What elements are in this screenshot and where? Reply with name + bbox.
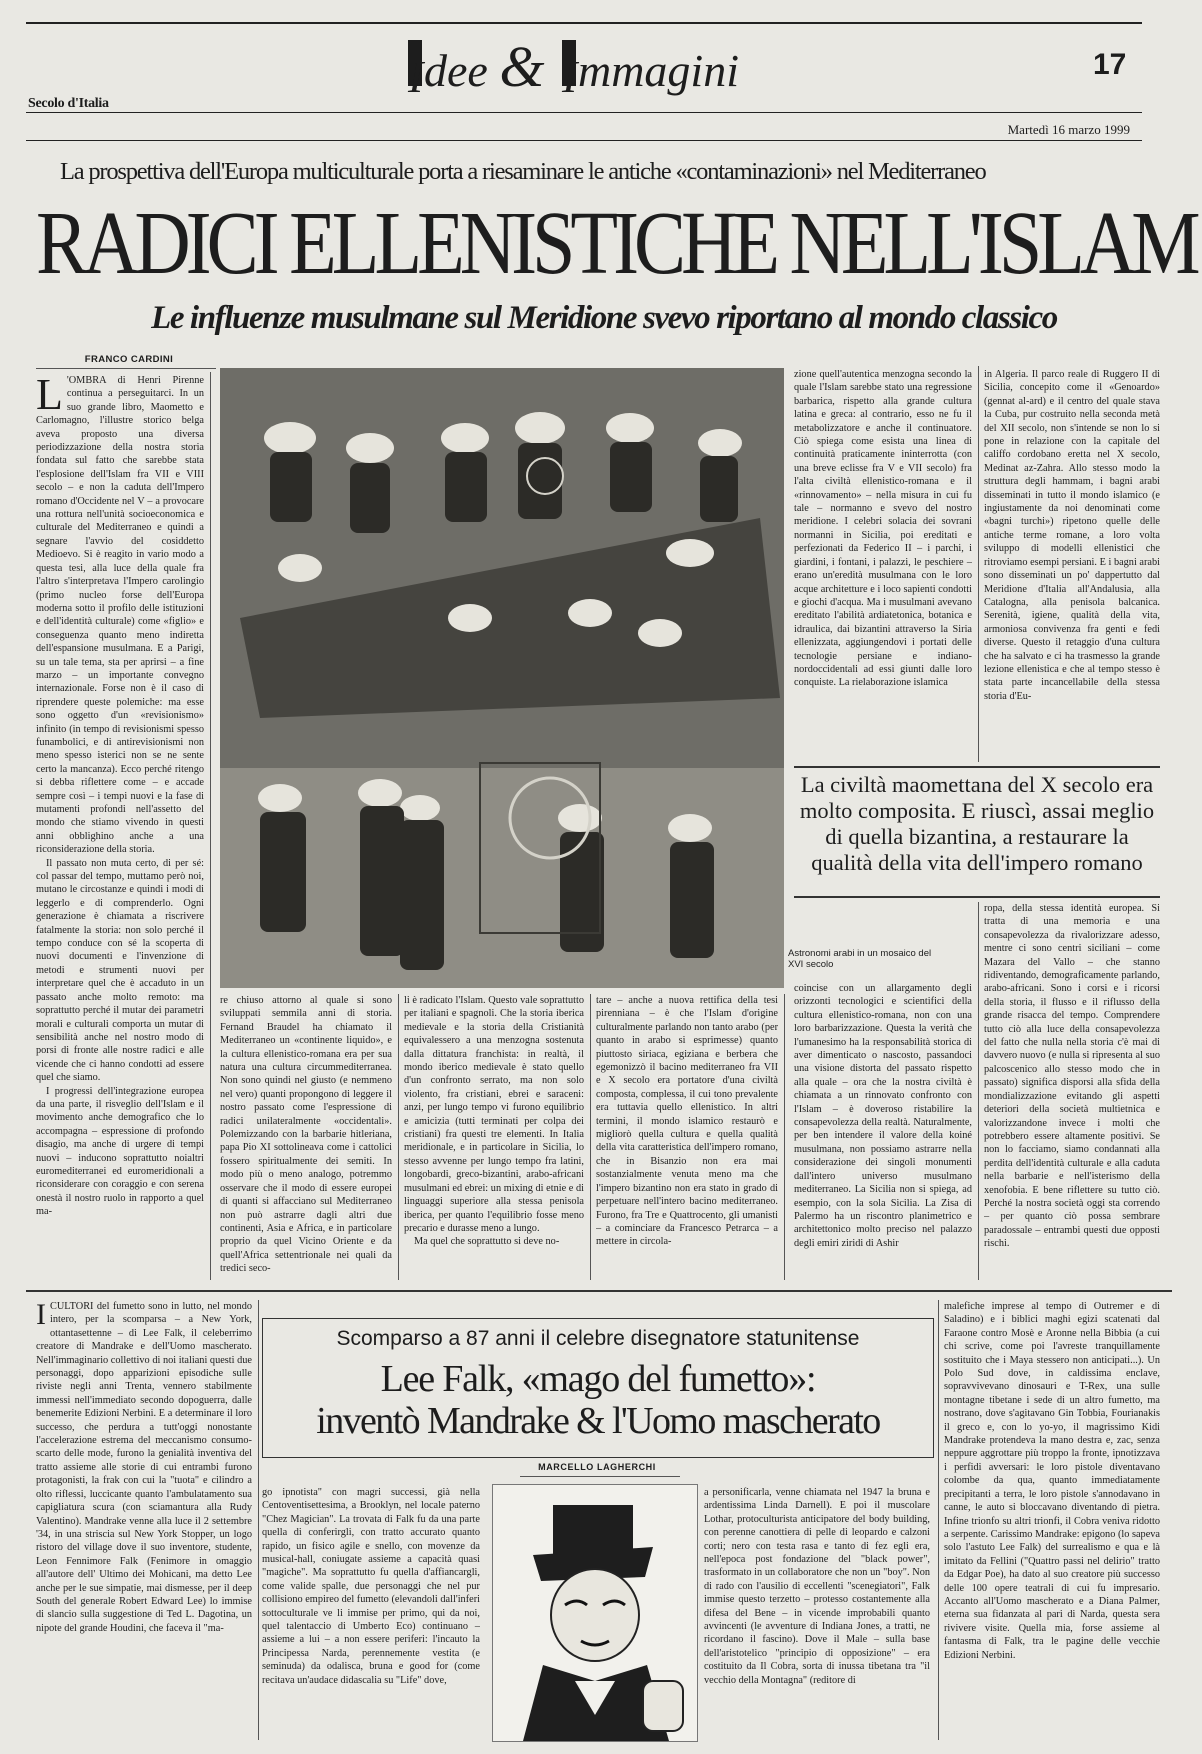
section-title-block-letter-2: I — [562, 40, 576, 86]
falk-col2-text: go ipnotista" con magri successi, già nella Centoventisettesima, a Brooklyn, nel locale paterno "Chez Magician". La trovata di Falk fu da una parte quella di conferirgli, con tratto accurato quanto rapido, un fisico agile e snello, con movenze da musical-hall, coniugate assieme a capacità quasi "magiche". Ma soprattutto fu quella d'affiancargli, come valide spalle, due personaggi che nel pur collisiono empireo del fumetto (elevandoli dall'inferi sottoculturale ve li immise per primo, qui da noi, quel talentaccio di Umberto Eco) continuano – assieme a lui – a non essere periferi: l'incauto la Principessa Narda, perennemente vestita (e seminuda) da odalisca, bruna e good for (come recitava un'audace didascalia su "Life" dove, — [262, 1487, 480, 1686]
col-divider-5 — [784, 994, 785, 1280]
main-column-5-top — [984, 368, 1160, 762]
col-divider-3 — [590, 994, 591, 1280]
main-column-3 — [404, 994, 584, 1280]
date-rule — [26, 140, 1142, 141]
falk-column-1 — [36, 1300, 252, 1740]
main-col5-bottom-text: coincise con un allargamento degli orizzonti tecnologici e scientifici della cultura ellenistico-romana, non con una loro barbarizzazione. Questa la verità che l'umanesimo ha la responsabilità storica di aver dimenticato o nascosto, passandoci una visione distorta del passato rispetto alla quale – ora che la nostra civiltà è chiamata a un rinnovato confronto con l'Islam – è doveroso ristabilire la consapevolezza della realtà. Naturalmente, per ben intendere il valore della koiné musulmana, non possiamo astrarre nella considerazione dei singoli monumenti dall'intero universo musulmano mediterraneo. La Sicilia non si spiega, ad esempio, con la sola Sicilia. La Zisa di Palermo ha un riscontro planimetrico e architettonico molto preciso nel palazzo degli emiri ziridi di Ashir — [794, 983, 972, 1249]
main-byline: FRANCO CARDINI — [84, 354, 174, 365]
main-col1-p2: Il passato non muta certo, di per sé: col passar del tempo, muttamo però noi, mutano le circostanze e quindi i modi di leggerlo e di comprenderlo. Ogni generazione è chiamata a riscrivere fatalmente la storia: non solo perché il tempo conduce con sé la scoperta di nuovi documenti e l'invenzione di metodi e strumenti nuovi per interpretare quel che è accaduto in un passato anche molto remoto: ma soprattutto perché il mutar dei parametri morali e culturali comporta un mutar di sensibilità anche nel nostro modo di porsi di fronte alle nostre radici e alle vicende che ci hanno condotti ad essere quel che siamo. — [36, 857, 204, 1084]
main-dropcap: L — [36, 374, 63, 419]
falk-col3-text: a personificarla, venne chiamata nel 1947 la bruna e ardentissima Linda Darnell). E poi il muscolare Lothar, protoculturista anticipatore del body building, con perenne canottiera di pelle di leopardo e calzoni corti; nero con testa rasa e tanto di fez egli era, nell'epoca post fondazione del "black power", trasformato in un collaboratore che non un "boy". Non di rado con l'ausilio di eccellenti "scenegiatori", Falk immise questo terzetto – protesso costantemente alla difesa del Bene – in vicende improbabili quanto avvincenti (le avventure di Indiana Jones, a tratti, ne ricordano il fascino). Dove il Male – sulla base dell'aristotelico "principio di opposizione" – era costituito da Il Cobra, sorta di inussa tibetana tra "il vecchio della Montagna" (reditore di — [704, 1487, 930, 1686]
main-col4-top-text: zione quell'autentica menzogna secondo la quale l'Islam sarebbe stato una regressione barbarica, rispetto alla grande cultura latina e greca: al contrario, esso ne fu il metabolizzatore e anche il continuatore. Ciò spiega come esista una linea di continuità praticamente ininterrotta (con una breve eclisse fra V e VII secolo) fra l'alta civiltà ellenistico-romana e il «rinnovamento» – nella misura in cui fu tale – normanno e svevo del nostro meridione. I celebri solacia dei sovrani normanni in Sicilia, poi ereditati e perfezionati da Federico II – i parchi, i giardini, i fontani, i palazzi, le peschiere – erano un'eredità musulmana con le loro acque architetture e i loco sapienti condotti e giochi d'acqua. Ma i musulmani avevano ereditato l'abilità ardiatetonica, botanica e idraulica, dai bizantini attraverso la Siria ellenizzata, aggiungendovi i portati delle tecnologie persiane e indiano-nordoccidentali ad essi giunti dalle loro conquiste. La rielaborazione islamica — [794, 369, 972, 689]
falk-title-box — [262, 1318, 934, 1458]
falk-byline-rule — [520, 1476, 680, 1477]
falk-col1-text: CULTORI del fumetto sono in lutto, nel mondo intero, per la scomparsa – a New York, ottantasettenne – di Lee Falk, il celeberrimo creatore di Mandrake e dell'Uomo mascherato. Nell'immaginario collettivo di noi italiani questi due personaggi, dopo apparizioni episodiche sulle riviste negli anni Trenta, vennero stabilmente immessi nell'immediato secondo dopoguerra, dalle benemerite Edizioni Nerbini. E a determinare il loro successo, che perdura a tutt'oggi nonostante l'accelerazione estrema del meccanismo consumo-scarto delle mode, furono la genialità inventiva del tratto assieme alle storie di cui entrambi furono protagonisti, la frak con cui la "tuota" e cilindro a olto riflessi, luccicante quanto l'ambulatamento sua capigliatura scura (con sciamantura alla Rudy Valentino). Mandrake venne alla luce il 2 settembre '34, in una striscia sul New York Stopper, un logo ristoro del village dove il suo inventore, studente, Leon Fennimore Falk (Fenimore in omaggio all'autore dell' Ultimo dei Mohicani, ma detto Lee anche per le sue simpatie, mai dismesse, per il deep South del generale Robert Edward Lee) lo immise di slancio sulla suggestione di Ted L. Dagotina, un nipote del grande Houdini, che faceva il "ma- — [36, 1301, 252, 1634]
main-col1-p3: I progressi dell'integrazione europea da una parte, il risveglio dell'Islam e il movimento anche demografico che lo accompagna – espressione di profondo disagio, ma anche di urgere di tempi nuovi – inducono soprattutto noialtri euromediterranei ed euromeridionali a riconsiderare con coraggio e con serena onestà il nostro ruolo in rapporto a quel ma- — [36, 1085, 204, 1218]
main-column-2 — [220, 994, 392, 1280]
byline-rule — [36, 368, 216, 369]
mandrake-illustration — [492, 1484, 698, 1742]
issue-date: Martedì 16 marzo 1999 — [1007, 122, 1130, 137]
falk-column-3 — [704, 1486, 930, 1740]
section-title-ampersand: & — [499, 34, 545, 99]
pull-quote: La civiltà maomettana del X secolo era molto composita. E riuscì, assai meglio di quella bizantina, a restaurare la qualità della vita dell'impero romano — [799, 772, 1155, 875]
falk-col-divider-1 — [258, 1300, 259, 1740]
pull-quote-bottom-rule — [794, 896, 1160, 898]
main-subheadline: Le influenze musulmane sul Meridione svevo riportano al mondo classico — [151, 300, 1057, 336]
paper-name: Secolo d'Italia — [28, 96, 109, 111]
page-number: 17 — [1093, 48, 1127, 81]
falk-dropcap: I — [36, 1300, 46, 1331]
col-divider-4 — [978, 366, 979, 762]
main-column-1 — [36, 374, 204, 1280]
photo-caption: Astronomi arabi in un mosaico del XVI secolo — [788, 948, 932, 970]
falk-column-2 — [262, 1486, 480, 1740]
falk-kicker: Scomparso a 87 anni il celebre disegnatore statunitense — [336, 1327, 860, 1350]
section-title — [408, 30, 828, 104]
main-kicker: La prospettiva dell'Europa multiculturale porta a riesaminare le antiche «contaminazioni» nel Mediterraneo — [60, 158, 986, 185]
main-col1-p1: 'OMBRA di Henri Pirenne continua a perseguitarci. In un suo grande libro, Maometto e Carlomagno, l'illustre storico belga aveva proposto una diversa periodizzazione della nostra storia fondata sul fatto che sarebbe stata l'esplosione dell'Islam fra VII e VIII secolo – e non la caduta dell'Impero romano d'Occidente nel V – a provocare una rottura nell'unità socioeconomica e culturale del Mediterraneo e quindi a segnare l'avvio del cosiddetto Medioevo. Si è reagito in vario modo a questa tesi, alla luce della quale fra l'altro s'interpretava l'Impero carolingio (primo nucleo forse dell'Europa moderna sotto il profilo delle istituzioni e dell'identità culturale) come «figlio» e conseguenza quanto meno indiretta dell'espansione musulmana. E a Parigi, su un tale tema, sta per aprirsi – a fine marzo – un importante convegno internazionale. Forse non è il caso di riprendere queste polemiche: ma esse sono oggetto d'un «revisionismo» infinito (in tempo di revisionismi spesso funambolici, e di antirevisionismi non meno spesso isterici non se ne sente certo la mancanza). Ecco perché ritengo si debba riflettere come – e accade sempre così – i tempi nuovi e la fase di mutamenti profondi nell'assetto del mondo che stiamo vivendo in questi anni obblighino anche a una riconsiderazione della storia. — [36, 375, 204, 856]
falk-byline: MARCELLO LAGHERCHI — [538, 1462, 656, 1472]
main-column-6-bottom — [984, 902, 1160, 1280]
main-column-4-bottom — [596, 994, 778, 1280]
main-column-4-top — [794, 368, 972, 762]
col-divider-2 — [398, 994, 399, 1280]
falk-col4-text: malefiche imprese al tempo di Outremer e di Saladino) e i biblici maghi egizi scatenati dal Faraone contro Mosè e Aronne nella Bibbia (a cui chi scrive, come poi l'avreste tranquillamente sostituito che i Maya stessero non anticipati...). Un Polo Sud dove, in caldissima enclave, sopravvivevano dinosauri e T-Rex, una sulle montagne tibetane i sede di un altro fumetto, ma nostrano, dove s'agitavano Gin Tobbia, Fourianakis il greco e, con lo yo-yo, il magrissimo Kidi Mandrake protendeva la mano destra e, zac, senza neppure aggrottare più troppo la fronte, ipnotizzava i perfidi avversari: le loro pistole diventavano colombe da qua, quanto immediatamente precipitanti a terra, le loro pistole s'annodavano in canne, le auto si bloccavano diventando di pietra. Infine trionfo su altri trionfi, il Cobra veniva ridotto a serpente. Carissimo Mandrake: epigono (lo sapeva solo l'astuto Lee Falk) del surrealismo e qua e là imitato da Fellini ("Quattro passi nel delirio" tratto da Edgar Poe), ha dato al suo creatore più successo delle 100 opere teatrali di cui fu impresario. Accanto all'Uomo mascherato e a Diana Palmer, eterna sua fidanzata al pari di Narda, questa sera rivivere visite. Quella mia, forse assieme al fantasma di Falk, tra le pagine delle vecchie Edizioni Nerbini. — [944, 1301, 1160, 1661]
section-title-word-1: dee — [424, 45, 500, 96]
mosaic-illustration — [220, 368, 784, 988]
mandrake-drawing — [493, 1485, 697, 1741]
falk-headline-line-1: Lee Falk, «mago del fumetto»: — [380, 1358, 816, 1400]
main-col4-bottom-text: tare – anche a nuova rettifica della tesi pirenniana – è che l'Islam d'origine culturalmente parlando non tanto arabo (per quanto in arabo si esprimesse) quanto piuttosto siriaca, egiziana e berbera che egemonizzò il bacino mediterraneo fra VII e X secolo era portatore d'una civiltà composta, complessa, il cui tono prevalente era tuttavia quello ellenistico. In altri termini, il mondo islamico restaurò e migliorò quella cultura e quella qualità della vita caratteristica dell'impero romano, che in Bisanzio non era mai sostanzialmente venuta meno ma che l'impero bizantino non era stato in grado di perpetuare nell'intero bacino mediterraneo. Furono, fra Tre e Quattrocento, gli umanisti – a cominciare da Francesco Petrarca – a mettere in circola- — [596, 995, 778, 1248]
section-title-word-2: mmagini — [577, 45, 739, 96]
pull-quote-top-rule — [794, 766, 1160, 768]
falk-headline-line-2: inventò Mandrake & l'Uomo mascherato — [316, 1400, 880, 1442]
main-col3-p1: li è radicato l'Islam. Questo vale soprattutto per italiani e spagnoli. Che la storia iberica medievale e la storia della Cristianità equivalessero a una menzogna sostenuta dalla dittatura franchista: in realtà, il mondo iberico medievale è stato quello d'un confronto serrato, ma non solo violento, fra cristiani, ebrei e saraceni: anzi, per lungo tempo vi furono equilibrio e amicizia (tutti terminati per colpa dei cristiani) fra questi tre elementi. In Italia meridionale, e in particolare in Sicilia, lo stesso avvenne per lungo tempo fra latini, longobardi, greco-bizantini, arabo-africani musulmani ed ebrei: un mixing di etnie e di linguaggi superiore alla stessa penisola iberica, per quanto l'equilibrio fosse meno precario e durasse meno a lungo. — [404, 995, 584, 1234]
main-col2-text: re chiuso attorno al quale si sono sviluppati semmila anni di storia. Fernand Braudel ha chiamato il Mediterraneo un «continente liquido», e la cultura ellenistico-romana era per sua natura una cultura circummediterranea. Non sono quindi nel giusto (e nemmeno nel vero) quanti propongono di leggere il nostro passato come l'espressione di radici unilateralmente «occidentali». Polemizzando con la barbarie hitleriana, papa Pio XI sottolineava come i cattolici fossero spiritualmente dei semiti. In modo più o meno analogo, potremmo osservare che il modo di essere europei di quanti si affacciano sul Mediterraneo non può astrarre dagli altri due continenti, Asia e Africa, e in particolare proprio da quel Vicino Oriente e da quell'Africa settentrionale nei quali da tredici seco- — [220, 995, 392, 1275]
falk-column-4 — [944, 1300, 1160, 1740]
main-col6-bottom-text: ropa, della stessa identità europea. Si tratta di una memoria e una consapevolezza da rivalorizzare adesso, mentre ci sono centri siciliani – come Mazara del Vallo – che stanno ridiventando, demograficamente parlando, arabo-africani. Sono i corsi e i ricorsi della storia, il flusso e il riflusso della grande risacca del tempo. Comprendere tutto ciò alla luce della consapevolezza del fatto che nulla nella storia c'è mai di davvero nuovo (e nulla si ripresenta al suo palcoscenico allo stesso modo che in passato) significa disporsi alla sfida della mondializzazione evitando gli aspetti deteriori della società multietnica e valorizzandone invece i molti che potrebbero essere altamente positivi. Se non lo facciamo, siamo condannati alla perdita dell'identità culturale e alla caduta nella barbarie e nell'isterismo della xenofobia. E bene riflettere su tutto ciò. Perché la nostra società oggi sta correndo – per quanto ciò possa sembrare paradossale – entrambi questi due opposti rischi. — [984, 903, 1160, 1250]
main-col3-p2: Ma quel che soprattutto si deve no- — [414, 1236, 560, 1248]
masthead-bottom-rule — [26, 112, 1142, 113]
col-divider-6 — [978, 902, 979, 1280]
masthead-top-rule — [26, 22, 1142, 24]
col-divider-1 — [210, 372, 211, 1280]
main-headline: RADICI ELLENISTICHE NELL'ISLAM — [36, 192, 1196, 293]
astronomers-mosaic-image — [220, 368, 784, 988]
falk-col-divider-4 — [938, 1300, 939, 1740]
article-separator — [26, 1290, 1172, 1292]
main-col5-top-text: in Algeria. Il parco reale di Ruggero II di Sicilia, concepito come il «Genoardo» (gennat al-ard) e il centro del quale stava la Cuba, pur costruito nella seconda metà del XII secolo, non s'intende se non lo si pone in relazione con la capitale del califfo cordobano eretta nel X secolo, Medinat az-Zahra. Allo stesso modo la struttura degli hammam, i bagni arabi disseminati in tutto il mondo islamico (e ingiustamente da noi denominati come «bagni turchi») ripetono quelle delle antiche terme romane, a loro volta sviluppo di modelli ellenistici che ritroviamo esempi persiani. E i bagni arabi sono disseminati un po' dappertutto dal Meridione d'Italia all'Andalusia, alla Catalogna, alla penisola balcanica. Serenità, igiene, qualità della vita, armoniosa convivenza fra genti e fedi diverse. Questo il retaggio d'una cultura che ha salvato e ci ha trasmesso la grande lezione ellenistica e che al tempo stesso è stata parte incancellabile della stessa storia d'Eu- — [984, 369, 1160, 702]
section-title-block-letter-1: I — [408, 40, 422, 86]
main-column-5-bottom — [794, 982, 972, 1280]
